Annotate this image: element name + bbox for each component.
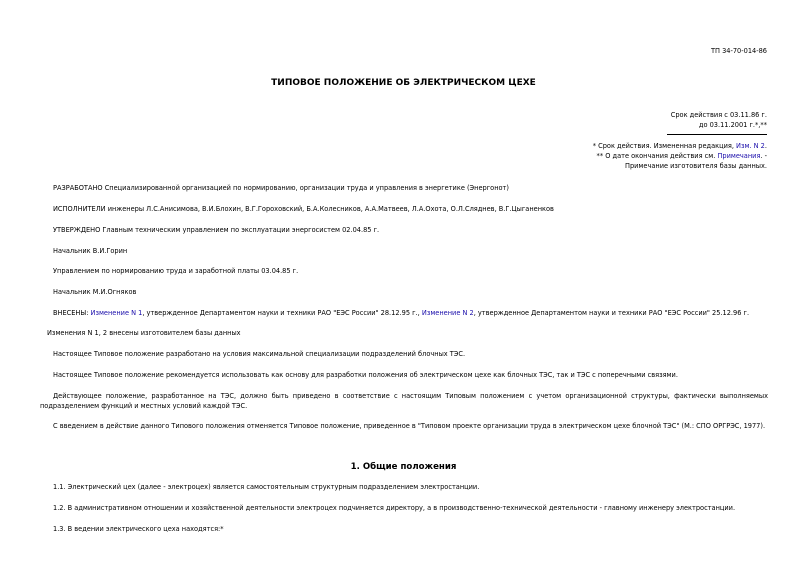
department: Управлением по нормированию труда и заработной платы 03.04.85 г. xyxy=(53,267,299,275)
intro-paragraph-3: Действующее положение, разработанное на ТЭС, должно быть приведено в соответствие с настоящим Типовым положением с учетом организационной структуры, фактически выполняемых подразделением функций и местных условий каждой ТЭС. xyxy=(40,392,768,410)
footnote-2 xyxy=(593,151,767,161)
footnotes xyxy=(593,141,767,171)
clause-1-1: 1.1. Электрический цех (далее - электроцех) является самостоятельным структурным подразделением электростанции. xyxy=(53,483,480,491)
change-2-link[interactable]: Изм. N 2 xyxy=(736,142,765,150)
introduced-suffix: , утвержденное Департаментом науки и техники РАО "ЕЭС России" 25.12.96 г. xyxy=(473,309,750,317)
developed-by: РАЗРАБОТАНО Специализированной организацией по нормированию, организации труда и управления в энергетике (Энергонот) xyxy=(53,184,509,192)
introduced-mid: , утвержденное Департаментом науки и техники РАО "ЕЭС России" 28.12.95 г., xyxy=(142,309,422,317)
clause-1-2: 1.2. В административном отношении и хозяйственной деятельности электроцех подчиняется директору, а в производственно-технической деятельности - главному инженеру электростанции. xyxy=(53,504,736,512)
intro-paragraph-1: Настоящее Типовое положение разработано на условия максимальной специализации подразделений блочных ТЭС. xyxy=(53,350,466,358)
footnote-1-end: . xyxy=(764,142,767,150)
section-1-title: 1. Общие положения xyxy=(350,462,457,472)
intro-paragraph-2: Настоящее Типовое положение рекомендуется использовать как основу для разработки положения об электрическом цехе как блочных ТЭС, так и ТЭС с поперечными связями. xyxy=(53,371,678,379)
validity-end: до 03.11.2001 г.*,** xyxy=(698,121,767,129)
approved-by: УТВЕРЖДЕНО Главным техническим управлением по эксплуатации энергосистем 02.04.85 г. xyxy=(53,226,380,234)
document-title: ТИПОВОЕ ПОЛОЖЕНИЕ ОБ ЭЛЕКТРИЧЕСКОМ ЦЕХЕ xyxy=(271,78,536,88)
document-code: ТП 34-70-014-86 xyxy=(711,47,767,55)
footnote-1 xyxy=(593,141,767,151)
intro-paragraph-4: С введением в действие данного Типового положения отменяется Типовое положение, приведенное в "Типовом проекте организации труда в электрическом цехе блочной ТЭС" (М.: СПО ОРГРЭС, 1977). xyxy=(53,422,766,430)
footnote-2-end: . - xyxy=(760,152,767,160)
notes-link[interactable]: Примечания xyxy=(717,152,761,160)
changes-note: Изменения N 1, 2 внесены изготовителем базы данных xyxy=(47,329,241,337)
footnote-1-text: * Срок действия. Измененная редакция, xyxy=(592,142,737,150)
executors: ИСПОЛНИТЕЛИ инженеры Л.С.Анисимова, В.И.Блохин, В.Г.Гороховский, Б.А.Колесников, А.А.Матвеев, Л.А.Охота, О.Л.Сляднев, В.Г.Цыганенков xyxy=(53,205,554,213)
change-2-link-body[interactable]: Изменение N 2 xyxy=(421,309,474,317)
validity-period xyxy=(671,110,767,130)
introduced-prefix: ВНЕСЕНЫ: xyxy=(53,309,91,317)
chief-1: Начальник В.И.Горин xyxy=(53,247,128,255)
footnote-2-text: ** О дате окончания действия см. xyxy=(596,152,718,160)
validity-start: Срок действия с 03.11.86 г. xyxy=(670,111,767,119)
introduced-changes xyxy=(53,308,749,318)
clause-1-3: 1.3. В ведении электрического цеха находятся:* xyxy=(53,525,224,533)
footnote-divider xyxy=(667,134,767,135)
chief-2: Начальник М.И.Огняков xyxy=(53,288,137,296)
change-1-link[interactable]: Изменение N 1 xyxy=(90,309,143,317)
footnote-3: Примечание изготовителя базы данных. xyxy=(625,162,767,170)
